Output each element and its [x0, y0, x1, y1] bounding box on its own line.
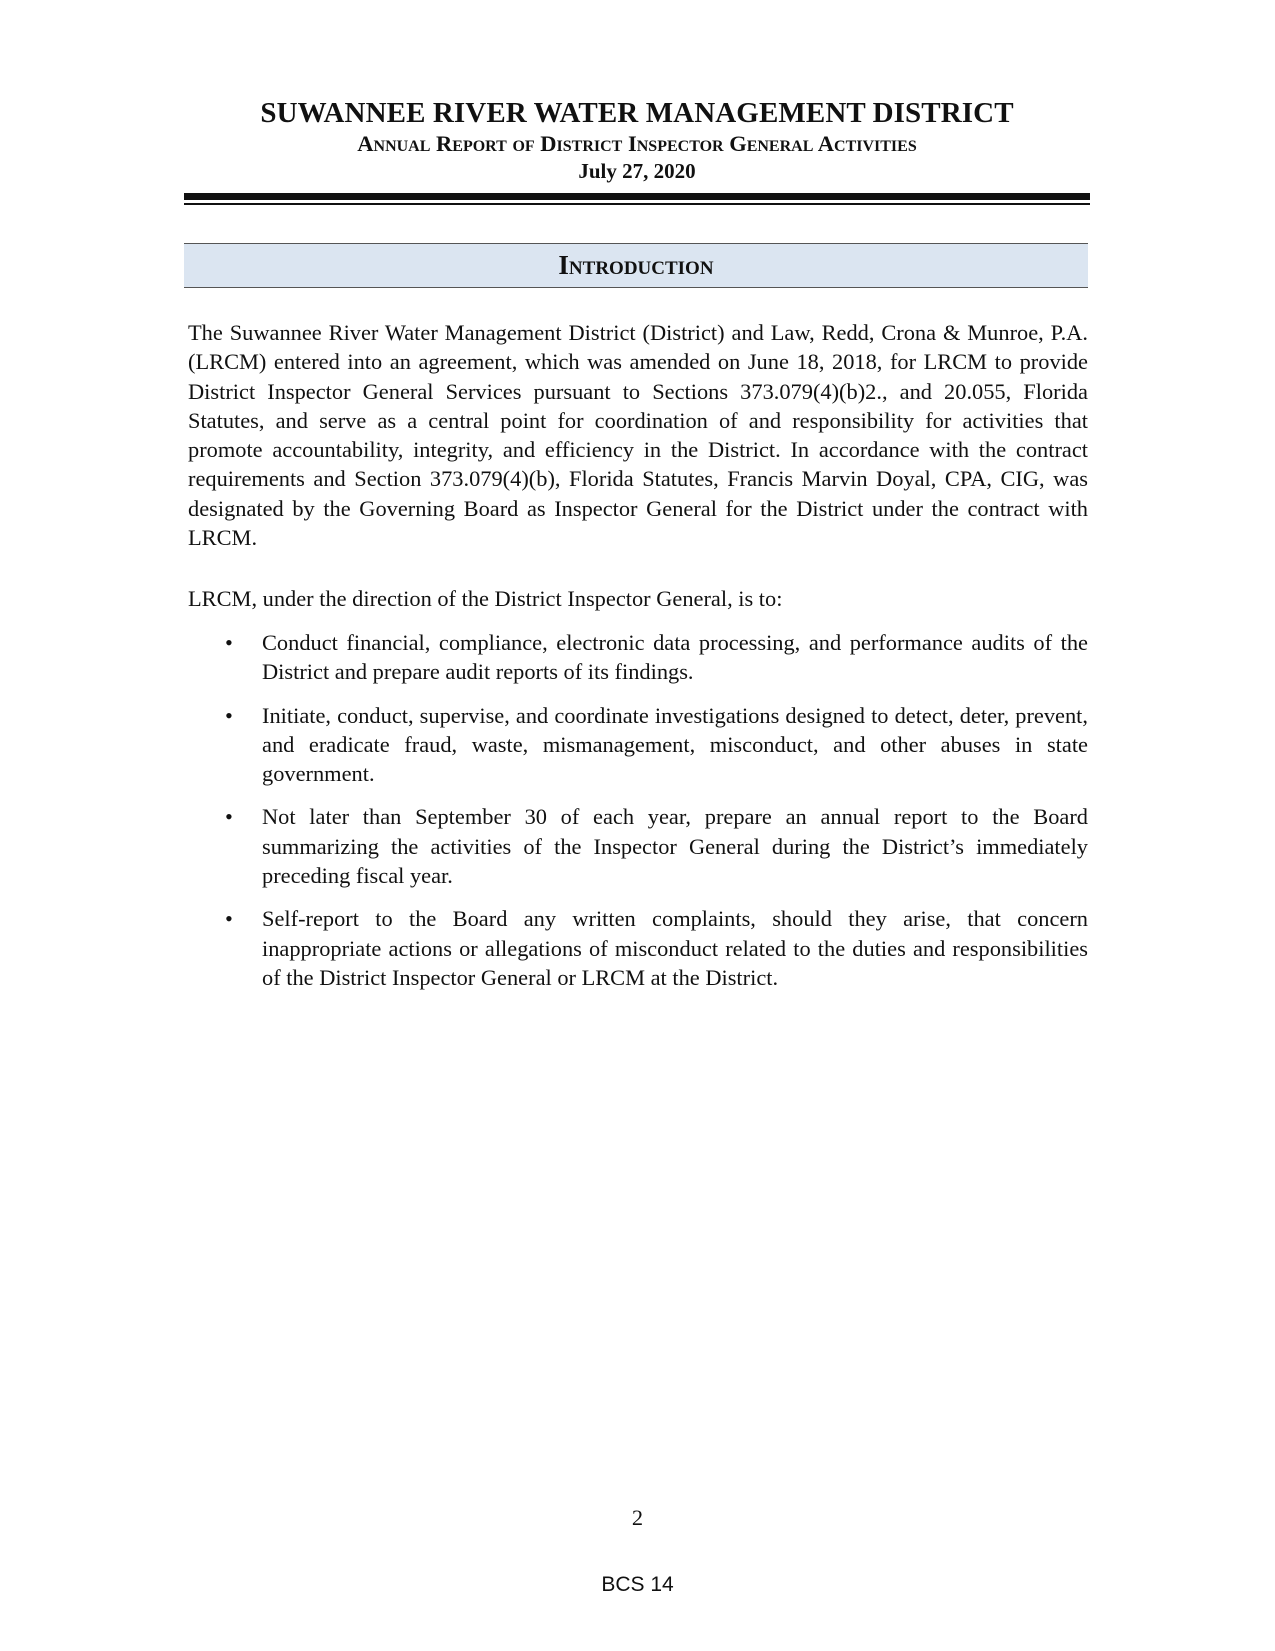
- list-item-text: Initiate, conduct, supervise, and coordinate investigations designed to detect, deter, prevent, and eradicate fraud, waste, mismanagement, misconduct, and other abuses in state government.: [262, 702, 1088, 787]
- list-item: [188, 701, 1088, 789]
- page-number: 2: [631, 1505, 644, 1530]
- list-item: [188, 802, 1088, 890]
- header-rule-thin: [184, 203, 1090, 205]
- document-header: [184, 96, 1090, 184]
- list-item-text: Self-report to the Board any written complaints, should they arise, that concern inappropriate actions or allegations of misconduct related to the duties and responsibilities of the District Inspector General or LRCM at the District.: [262, 906, 1088, 990]
- bullet-icon: •: [225, 804, 233, 830]
- responsibilities-list: [188, 628, 1088, 1006]
- list-item: [188, 904, 1088, 992]
- report-date: July 27, 2020: [578, 159, 696, 183]
- intro-paragraph: The Suwannee River Water Management District (District) and Law, Redd, Crona & Munroe, P.A. (LRCM) entered into an agreement, which was amended on June 18, 2018, for LRCM to provide District Inspector General Services pursuant to Sections 373.079(4)(b)2., and 20.055, Florida Statutes, and serve as a central point for coordination of and responsibility for activities that promote accountability, integrity, and efficiency in the District. In accordance with the contract requirements and Section 373.079(4)(b), Florida Statutes, Francis Marvin Doyal, CPA, CIG, was designated by the Governing Board as Inspector General for the District under the contract with LRCM.: [188, 320, 1088, 551]
- header-rule-thick: [184, 193, 1090, 200]
- section-title: Introduction: [558, 250, 714, 280]
- footer-code: BCS 14: [601, 1573, 674, 1596]
- report-title: Annual Report of District Inspector General Activities: [357, 131, 917, 156]
- list-item: [188, 628, 1088, 687]
- section-heading-band: [184, 243, 1088, 288]
- list-intro-paragraph: LRCM, under the direction of the District Inspector General, is to:: [188, 586, 783, 611]
- list-item-text: Not later than September 30 of each year, prepare an annual report to the Board summarizing the activities of the Inspector General during the District’s immediately preceding fiscal year.: [262, 804, 1088, 889]
- bullet-icon: •: [225, 906, 233, 932]
- list-item-text: Conduct financial, compliance, electronic data processing, and performance audits of the District and prepare audit reports of its findings.: [262, 630, 1088, 685]
- organization-name: SUWANNEE RIVER WATER MANAGEMENT DISTRICT: [260, 97, 1014, 129]
- bullet-icon: •: [225, 702, 233, 728]
- bullet-icon: •: [225, 630, 233, 655]
